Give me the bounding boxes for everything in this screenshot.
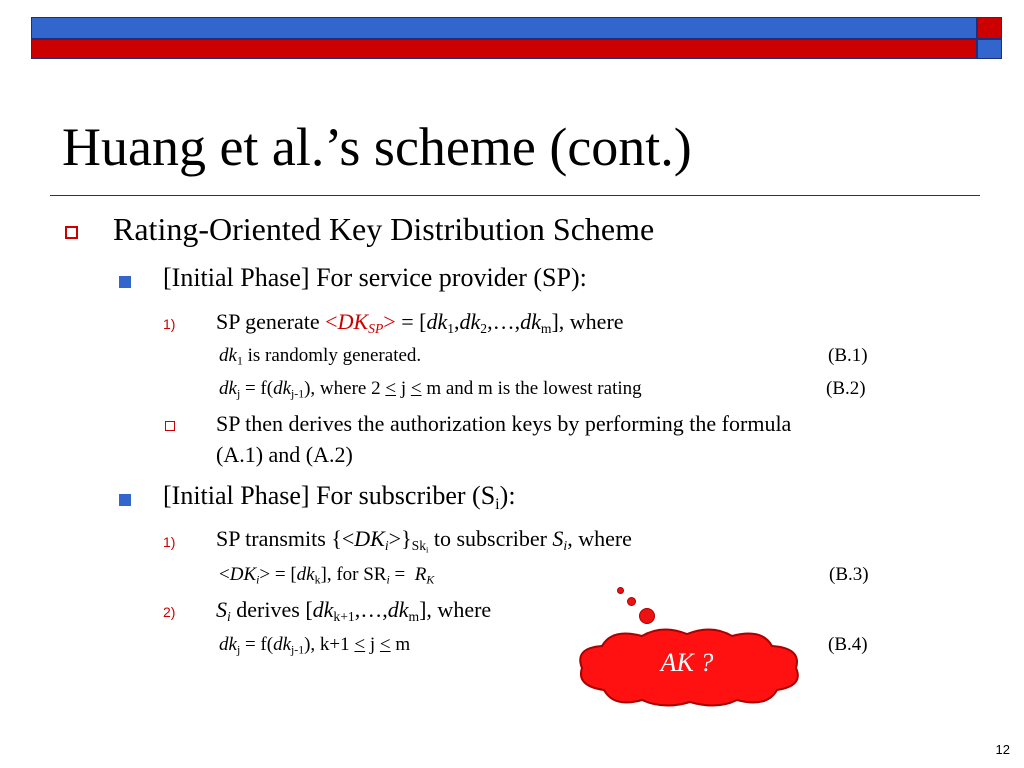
section1-heading: [Initial Phase] For service provider (SP): — [163, 263, 587, 292]
step-number: 1) — [163, 316, 176, 332]
section2-heading: [Initial Phase] For subscriber $(S_i)$: — [163, 481, 516, 513]
thought-bubble-text: AK ? — [660, 648, 714, 677]
equation-b4: $dk_j = f(dk_{j-1})$, k+1 < j < m — [219, 634, 411, 657]
equation-tag-b1: (B.1) — [828, 345, 868, 366]
sp-transmits-line: SP transmits $\{<DK_i>\}_{Sk_i}$ to subscriber $S_i$, where — [216, 526, 632, 555]
hollow-square-bullet-icon — [65, 226, 78, 239]
step-number: 2) — [163, 604, 176, 620]
equation-tag-b4: (B.4) — [828, 634, 868, 655]
sp-generate-line: SP generate $<DK_{SP}>$ = $[dk_1,dk_2,\dots,dk_m]$, where — [216, 309, 624, 337]
header-square-red — [977, 17, 1002, 39]
equation-b1: $dk_1$ is randomly generated. — [219, 345, 422, 368]
equation-tag-b2: (B.2) — [826, 378, 866, 399]
derive-keys-line1: SP then derives the authorization keys by performing the formula — [216, 411, 792, 436]
bullet-level1: Rating-Oriented Key Distribution Scheme — [113, 211, 655, 247]
square-bullet-icon — [119, 276, 131, 288]
header-square-blue — [977, 39, 1002, 59]
equation-tag-b3: (B.3) — [829, 564, 869, 585]
thought-dot — [627, 597, 636, 606]
si-derives-line: $S_i$ derives $[dk_{k+1},\dots,dk_m]$, where — [216, 597, 492, 625]
page-number: 12 — [995, 742, 1010, 757]
equation-b2: $dk_j = f(dk_{j-1})$, where 2 < j < m and m is the lowest rating — [219, 378, 642, 401]
slide-title: Huang et al.’s scheme (cont.) — [62, 117, 692, 177]
step-number: 1) — [163, 534, 176, 550]
header-bar-red — [31, 39, 977, 59]
equation-b3: $<DK_i> = [dk_k]$, for $SR_i = R_K$ — [219, 564, 435, 587]
hollow-square-bullet-icon — [165, 421, 175, 431]
thought-dot — [617, 587, 624, 594]
derive-keys-line2: (A.1) and (A.2) — [216, 442, 353, 467]
header-bar-blue — [31, 17, 977, 39]
title-divider — [50, 195, 980, 196]
square-bullet-icon — [119, 494, 131, 506]
thought-dot — [639, 608, 655, 624]
